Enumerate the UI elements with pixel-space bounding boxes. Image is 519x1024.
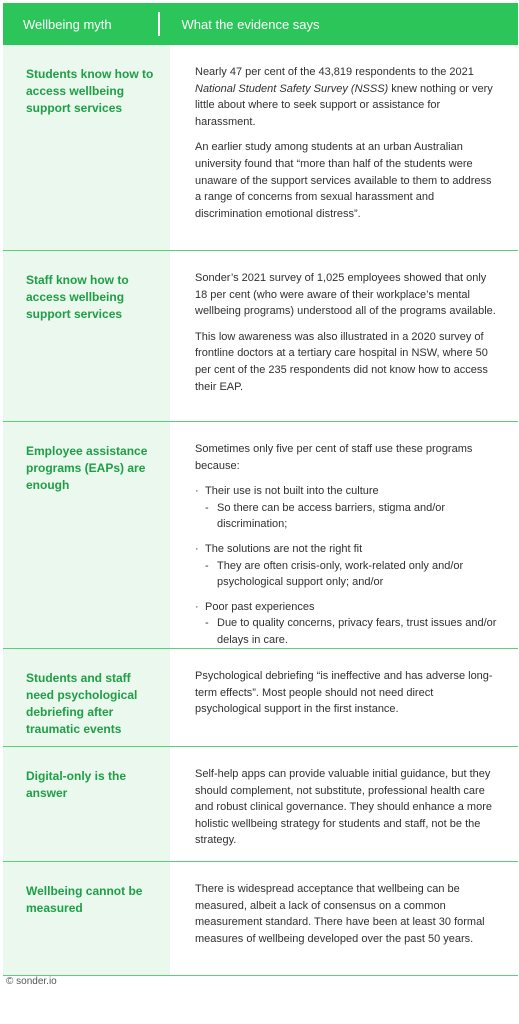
- table-row: [3, 649, 518, 747]
- evidence-cell: [170, 747, 518, 861]
- evidence-cell: [170, 422, 518, 648]
- bullet-sub: - So there can be access barriers, stigma and/or discrimination;: [205, 500, 498, 533]
- evidence-intro: Sometimes only five per cent of staff use these programs because:: [195, 443, 473, 472]
- bullet-main: · The solutions are not the right fit: [195, 541, 498, 558]
- table-row: [3, 747, 518, 862]
- table-row: [3, 422, 518, 649]
- source-credit: © sonder.io: [6, 976, 57, 987]
- evidence-paragraph: Self-help apps can provide valuable initial guidance, but they should complement, not substitute, professional health care and robust clinical governance. They should enhance a more holistic wellbeing strategy for students and staff, not be the strategy.: [195, 768, 492, 847]
- table-row: [3, 862, 518, 976]
- evidence-paragraph: An earlier study among students at an urban Australian university found that “more than half of the students were unaware of the support services available to them to address a range of concerns from sexual harassment and discrimination emotional distress”.: [195, 141, 492, 220]
- myth-cell: Staff know how to access wellbeing support services: [3, 251, 170, 421]
- survey-name: National Student Safety Survey (NSSS): [195, 82, 389, 95]
- table-row: [3, 45, 518, 251]
- evidence-cell: [170, 251, 518, 421]
- bullet-item: [195, 483, 498, 533]
- bullet-main: · Their use is not built into the culture: [195, 483, 498, 500]
- evidence-paragraph: This low awareness was also illustrated in a 2020 survey of frontline doctors at a tertiary care hospital in NSW, where 50 per cent of the 235 respondents did not know how to access their EAP.: [195, 330, 488, 393]
- myth-cell: Students and staff need psychological debriefing after traumatic events: [3, 649, 170, 746]
- bullet-sub: - They are often crisis-only, work-related only and/or psychological support only; and/or: [205, 558, 498, 591]
- bullet-main: · Poor past experiences: [195, 599, 498, 616]
- myth-evidence-table: [3, 3, 518, 976]
- evidence-paragraph: Nearly 47 per cent of the 43,819 respondents to the 2021 National Student Safety Survey (NSSS) knew nothing or very little about where to seek support or assistance for harassment.: [195, 66, 493, 128]
- bullet-item: [195, 541, 498, 591]
- evidence-paragraph: Psychological debriefing “is ineffective and has adverse long-term effects”. Most people should not need direct psychological support in the first instance.: [195, 670, 493, 716]
- evidence-paragraph: Sonder’s 2021 survey of 1,025 employees showed that only 18 per cent (who were aware of their workplace’s mental wellbeing programs) understood all of the programs available.: [195, 272, 496, 318]
- myth-cell: Employee assistance programs (EAPs) are enough: [3, 422, 170, 648]
- evidence-cell: [170, 45, 518, 250]
- myth-cell: Students know how to access wellbeing support services: [3, 45, 170, 250]
- header-evidence: What the evidence says: [181, 16, 320, 32]
- bullet-item: [195, 599, 498, 649]
- evidence-cell: [170, 649, 518, 746]
- bullet-sub: - Due to quality concerns, privacy fears, trust issues and/or delays in care.: [205, 615, 498, 648]
- table-row: [3, 251, 518, 422]
- evidence-paragraph: There is widespread acceptance that wellbeing can be measured, albeit a lack of consensus on a common measurement standard. There have been at least 30 formal measures of wellbeing developed over the past 50 years.: [195, 883, 485, 945]
- myth-cell: Wellbeing cannot be measured: [3, 862, 170, 975]
- evidence-cell: [170, 862, 518, 975]
- table-header: [3, 3, 518, 45]
- myth-cell: Digital-only is the answer: [3, 747, 170, 861]
- header-myth: Wellbeing myth: [23, 16, 112, 32]
